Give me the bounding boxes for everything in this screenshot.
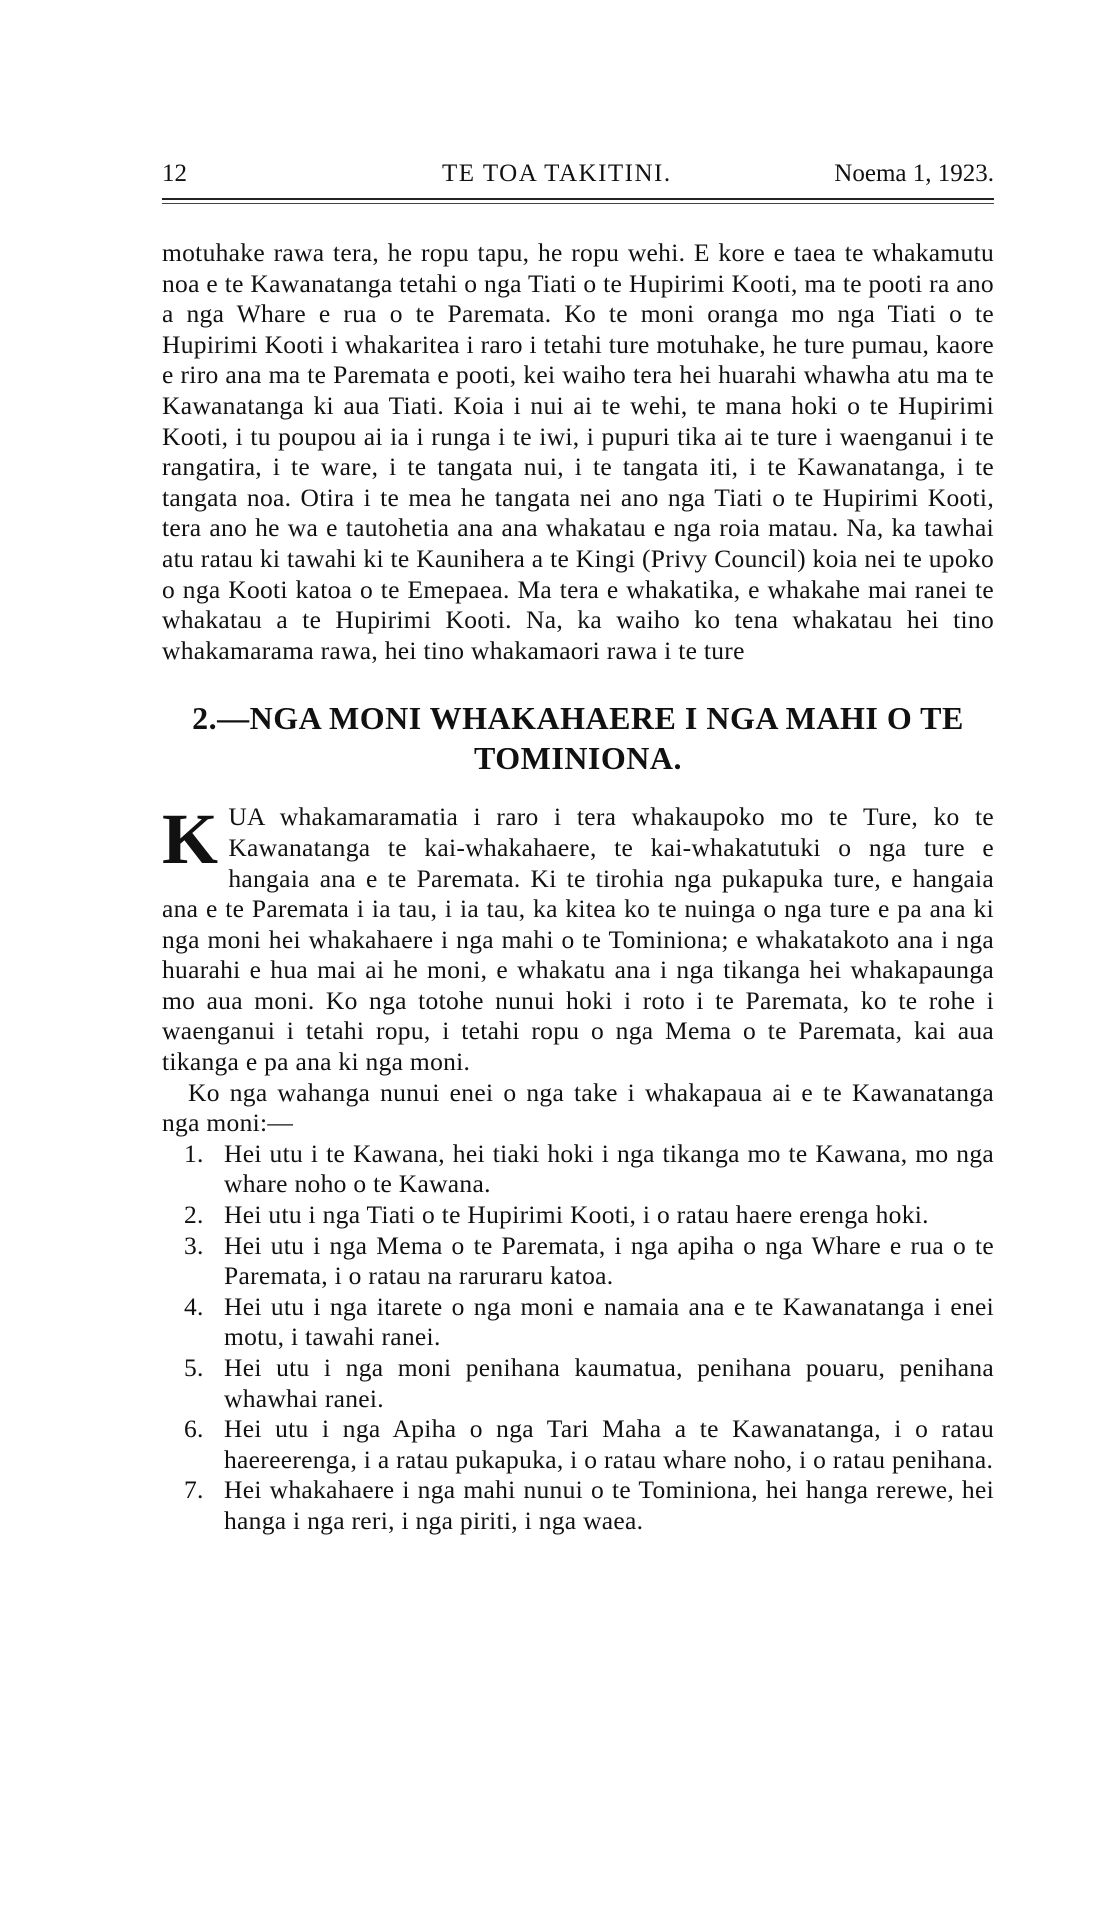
list-text: Hei whakahaere i nga mahi nunui o te Tominiona, hei hanga rerewe, hei hanga i nga reri, i nga piriti, i nga waea.: [224, 1475, 994, 1535]
list-number: 7.: [184, 1475, 204, 1505]
list-number: 2.: [184, 1200, 204, 1230]
publication-title: TE TOA TAKITINI.: [442, 160, 672, 187]
section-intro-paragraph: [162, 799, 994, 1077]
list-item: [162, 1139, 994, 1200]
list-item: [162, 1475, 994, 1536]
running-header: [162, 160, 994, 196]
list-intro-paragraph: Ko nga wahanga nunui enei o nga take i whakapaua ai e te Kawanatanga nga moni:—: [162, 1077, 994, 1138]
list-item: [162, 1414, 994, 1475]
header-rule-thin: [162, 203, 994, 204]
section-intro-text: UA whakamaramatia i raro i tera whakaupoko mo te Ture, ko te Kawanatanga te kai-whakahaere, te kai-whakatutuki o nga ture e hangaia ana e te Paremata. Ki te tirohia nga pukapuka ture, e hangaia ana e te Paremata i ia tau, i ia tau, ka kitea ko te nuinga o nga ture e pa ana ki nga moni hei whakahaere i nga mahi o te Tominiona; e whakatakoto ana i nga huarahi e hua mai ai he moni, e whakatu ana i nga tikanga hei whakapaunga mo aua moni. Ko nga totohe nunui hoki i roto i te Paremata, ko te rohe i waenganui i tetahi ropu, i tetahi ropu o nga Mema o te Paremata, kai aua tikanga e pa ana ki nga moni.: [162, 802, 994, 1077]
list-item: [162, 1200, 994, 1231]
list-text: Hei utu i nga Apiha o nga Tari Maha a te Kawanatanga, i o ratau haereerenga, i a ratau pukapuka, i o ratau whare noho, i o ratau penihana.: [224, 1414, 994, 1474]
list-text: Hei utu i te Kawana, hei tiaki hoki i nga tikanga mo te Kawana, mo nga whare noho o te Kawana.: [224, 1138, 994, 1199]
section-heading: 2.—NGA MONI WHAKAHAERE I NGA MAHI O TE TOMINIONA.: [192, 700, 964, 777]
list-number: 3.: [184, 1230, 204, 1260]
paragraph-continued: motuhake rawa tera, he ropu tapu, he ropu wehi. E kore e taea te whakamutu noa e te Kawanatanga tetahi o nga Tiati o te Hupirimi Kooti, ma te pooti ra ano a nga Whare e rua o te Paremata. Ko te moni oranga mo nga Tiati o te Hupirimi Kooti i whakaritea i raro i tetahi ture motuhake, he ture pumau, kaore e riro ana ma te Paremata e pooti, kei waiho tera hei huarahi whawha atu ma te Kawanatanga ki aua Tiati. Koia i nui ai te wehi, te mana hoki o te Hupirimi Kooti, i tu poupou ai ia i runga i te iwi, i pupuri tika ai te ture i waenganui i te rangatira, i te ware, i te tangata nui, i te tangata iti, i te Kawanatanga, i te tangata noa. Otira i te mea he tangata nei ano nga Tiati o te Hupirimi Kooti, tera ano he wa e tautohetia ana ana whakatau e nga roia matau. Na, ka tawhai atu ratau ki tawahi ki te Kaunihera a te Kingi (Privy Council) koia nei te upoko o nga Kooti katoa o te Emepaea. Ma tera e whakatika, e whakahe mai ranei te whakatau a te Hupirimi Kooti. Na, ka waiho ko tena whakatau hei tino whakamarama rawa, hei tino whakamaori rawa i te ture: [162, 238, 994, 665]
list-number: 4.: [184, 1291, 204, 1321]
list-item: [162, 1292, 994, 1353]
drop-cap: K: [162, 799, 219, 880]
list-number: 6.: [184, 1414, 204, 1444]
list-item: [162, 1353, 994, 1414]
list-number: 5.: [184, 1353, 204, 1382]
list-text: Hei utu i nga Mema o te Paremata, i nga apiha o nga Whare e rua o te Paremata, i o ratau na raruraru katoa.: [224, 1230, 994, 1291]
header-rule: [162, 198, 994, 200]
list-item: [162, 1231, 994, 1292]
expenditure-list: [162, 1139, 994, 1537]
article-body: [162, 238, 994, 1537]
document-page: [162, 160, 994, 1537]
list-text: Hei utu i nga itarete o nga moni e namaia ana e te Kawanatanga i enei motu, i tawahi ranei.: [224, 1291, 994, 1352]
issue-date: Noema 1, 1923.: [834, 160, 994, 187]
page-number: 12: [162, 160, 187, 187]
list-text: Hei utu i nga moni penihana kaumatua, penihana pouaru, penihana whawhai ranei.: [224, 1353, 994, 1413]
list-number: 1.: [184, 1138, 204, 1168]
list-text: Hei utu i nga Tiati o te Hupirimi Kooti, i o ratau haere erenga hoki.: [224, 1200, 929, 1230]
